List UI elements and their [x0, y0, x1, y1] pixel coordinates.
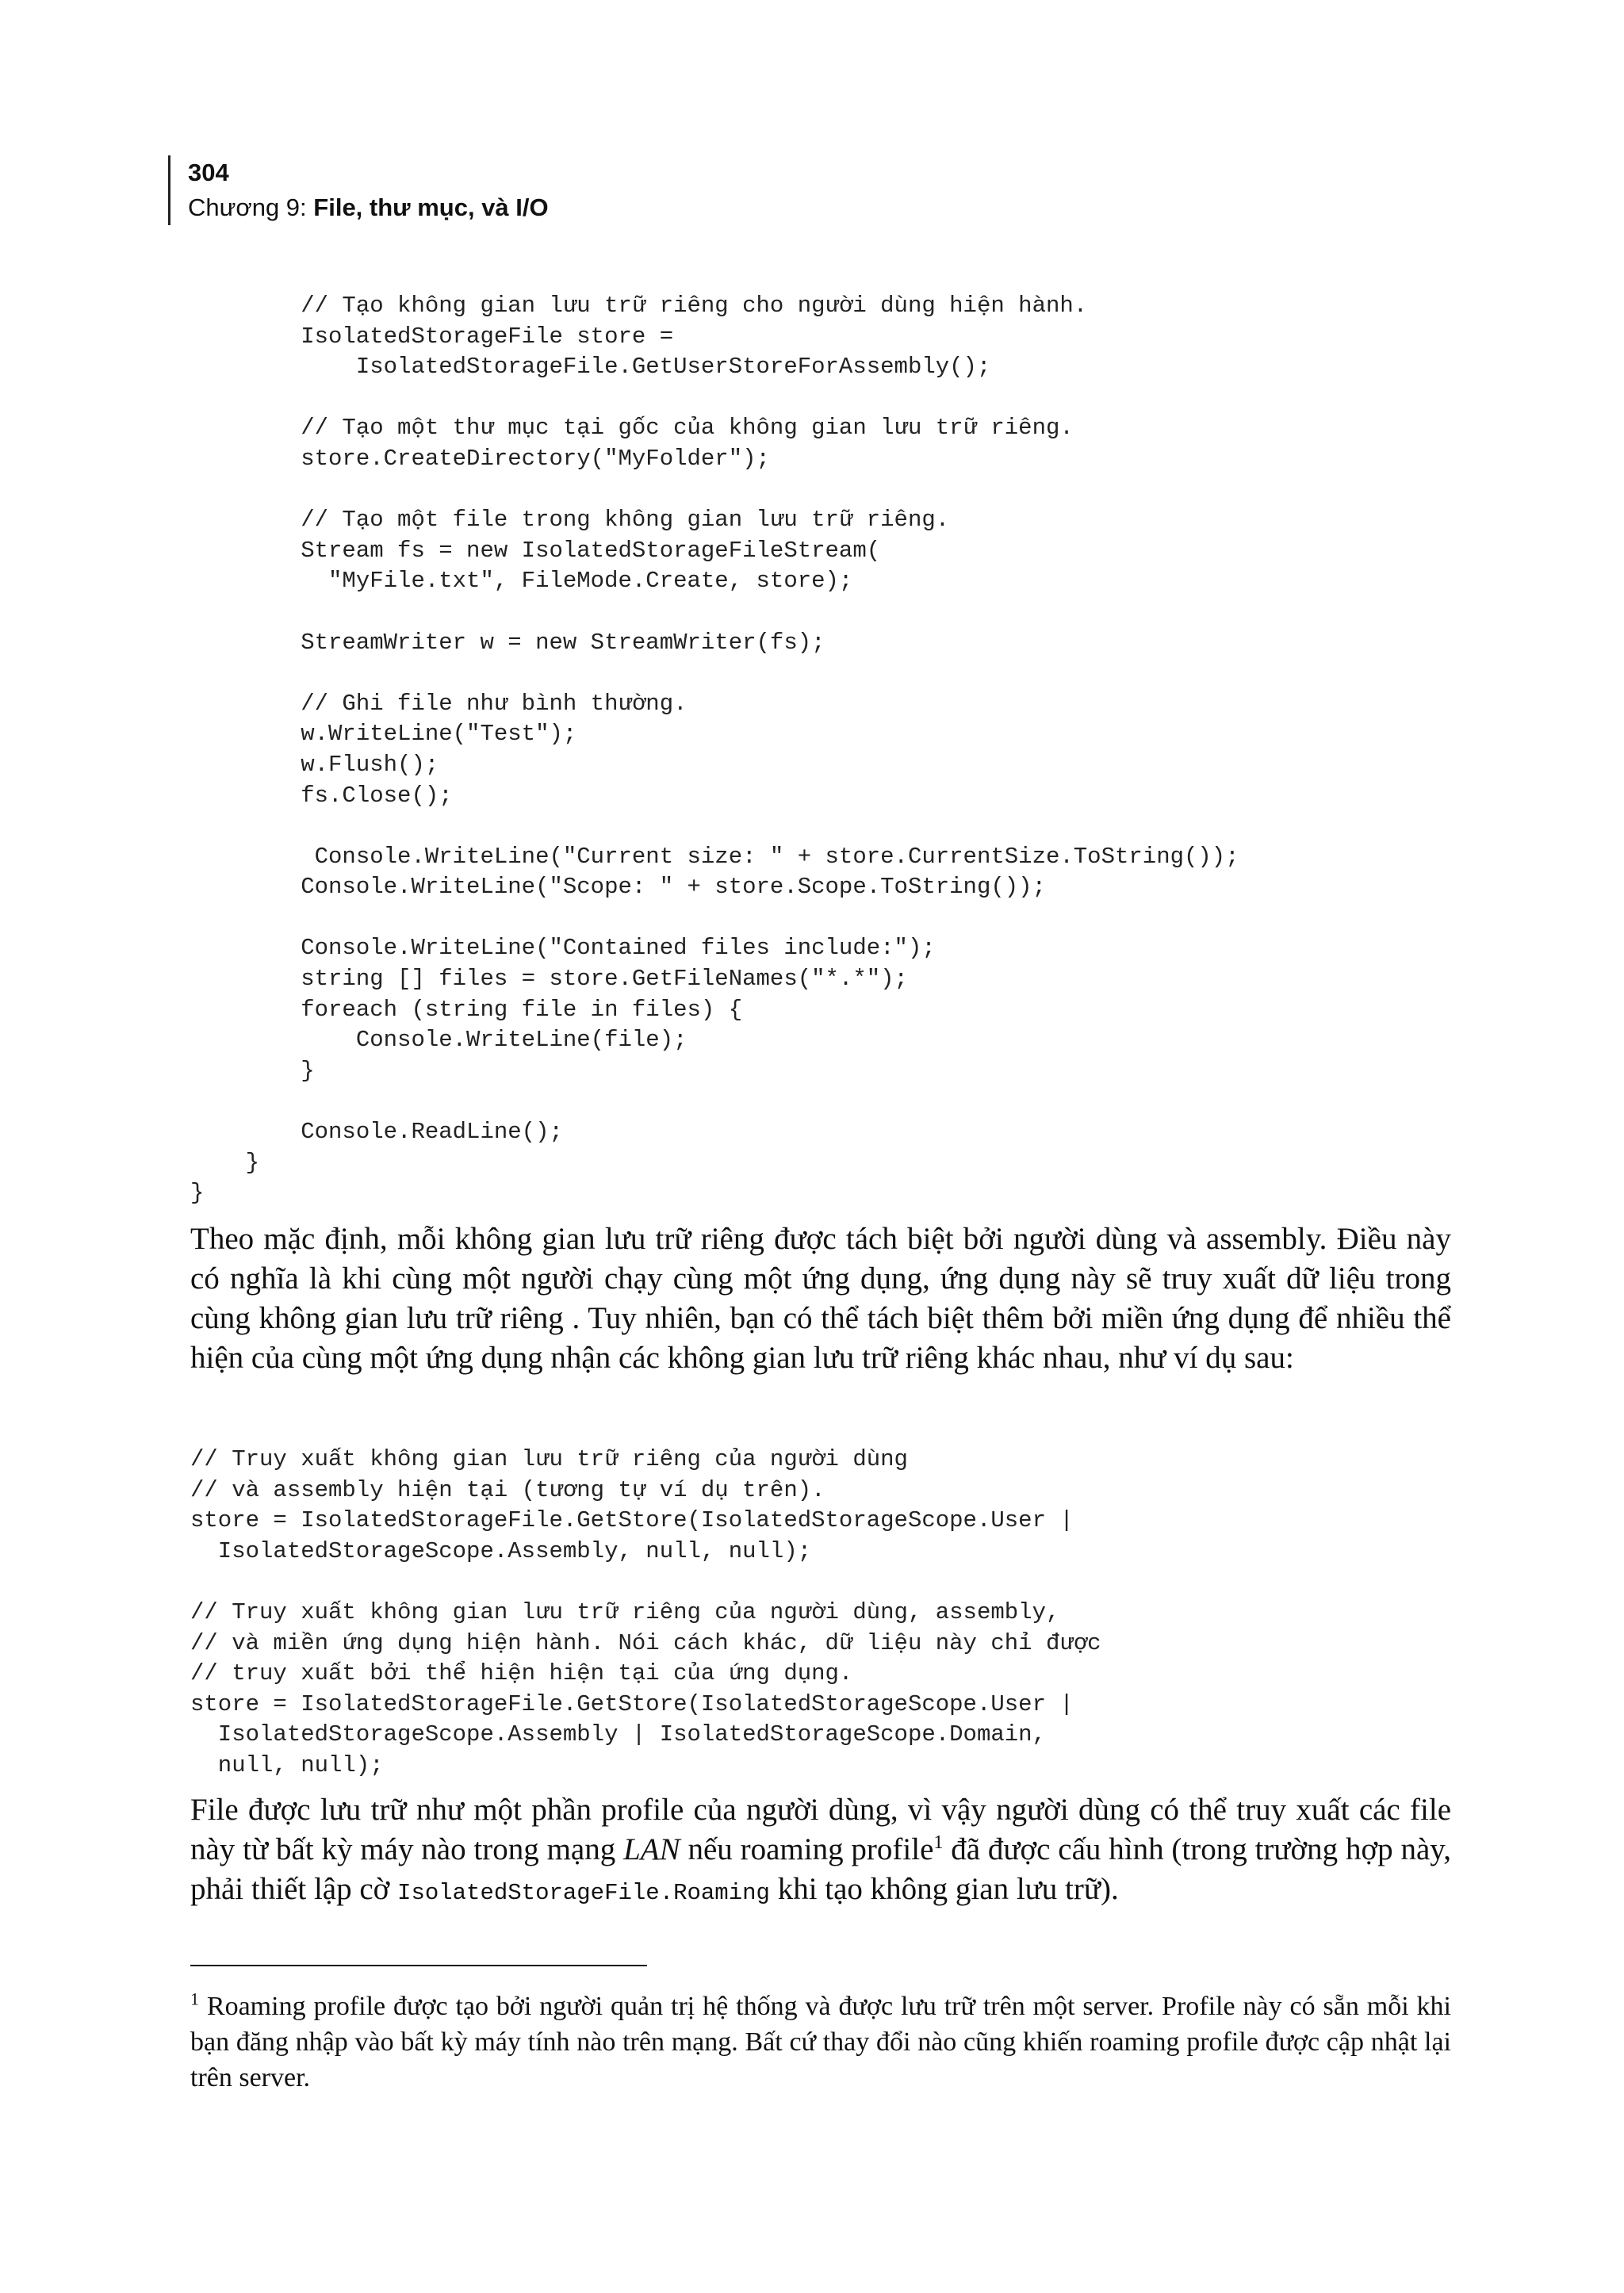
footnote-number: 1 [190, 1989, 199, 2009]
chapter-prefix: Chương 9: [188, 193, 314, 221]
page-number: 304 [188, 159, 229, 186]
inline-code-roaming: IsolatedStorageFile.Roaming [397, 1880, 770, 1906]
paragraph-text: nếu roaming profile [680, 1832, 934, 1866]
paragraph-text: đã được cấu hình (trong trường hợp này, phải thiết lập cờ [190, 1832, 1452, 1906]
paragraph-isolation-default: Theo mặc định, mỗi không gian lưu trữ riêng được tách biệt bởi người dùng và assembly. Điều này có nghĩa là khi cùng một người chạy cùng một ứng dụng, ứng dụng này sẽ truy xuất dữ liệu trong cùng không gian lưu trữ riêng . Tuy nhiên, bạn có thể tách biệt thêm bởi miền ứng dụng để nhiều thể hiện của cùng một ứng dụng nhận các không gian lưu trữ riêng khác nhau, như ví dụ sau: [190, 1222, 1451, 1375]
lan-term: LAN [623, 1832, 680, 1866]
paragraph-roaming-profile [190, 1790, 1451, 1913]
footnote-divider [190, 1965, 647, 1966]
paragraph-text: khi tạo không gian lưu trữ). [769, 1872, 1119, 1906]
code-listing-main: // Tạo không gian lưu trữ riêng cho người dùng hiện hành. IsolatedStorageFile store = IsolatedStorageFile.GetUserStoreForAssembly(); // Tạo một thư mục tại gốc của không gian lưu trữ riêng. store.CreateDirectory("MyFolder"); // Tạo một file trong không gian lưu trữ riêng. Stream fs = new IsolatedStorageFileStream( "MyFile.txt", FileMode.Create, store); StreamWriter w = new StreamWriter(fs); // Ghi file như bình thường. w.WriteLine("Test"); w.Flush(); fs.Close(); Console.WriteLine("Current size: " + store.CurrentSize.ToString()); Console.WriteLine("Scope: " + store.Scope.ToString()); Console.WriteLine("Contained files include:"); string [] files = store.GetFileNames("*.*"); foreach (string file in files) { Console.WriteLine(file); } Console.ReadLine(); } } [190, 293, 1239, 1207]
code-listing-getstore: // Truy xuất không gian lưu trữ riêng của người dùng // và assembly hiện tại (tương tự ví dụ trên). store = IsolatedStorageFile.GetStore(IsolatedStorageScope.User | IsolatedStorageScope.Assembly, null, null); // Truy xuất không gian lưu trữ riêng của người dùng, assembly, // và miền ứng dụng hiện hành. Nói cách khác, dữ liệu này chỉ được // truy xuất bởi thể hiện hiện tại của ứng dụng. store = IsolatedStorageFile.GetStore(IsolatedStorageScope.User | IsolatedStorageScope.Assembly | IsolatedStorageScope.Domain, null, null); [190, 1446, 1101, 1778]
paragraph-text: File được lưu trữ như một phần profile của người dùng, vì vậy người dùng có thể truy xuất các file này từ bất kỳ máy nào trong mạng [190, 1793, 1451, 1866]
page-header [168, 155, 549, 225]
footnote [190, 1989, 1451, 2096]
footnote-reference: 1 [933, 1832, 944, 1853]
chapter-heading [188, 190, 549, 225]
chapter-title: File, thư mục, và I/O [313, 193, 549, 221]
footnote-text: Roaming profile được tạo bởi người quản trị hệ thống và được lưu trữ trên một server. Profile này có sẵn mỗi khi bạn đăng nhập vào bất kỳ máy tính nào trên mạng. Bất cứ thay đổi nào cũng khiến roaming profile được cập nhật lại trên server. [190, 1992, 1451, 2092]
